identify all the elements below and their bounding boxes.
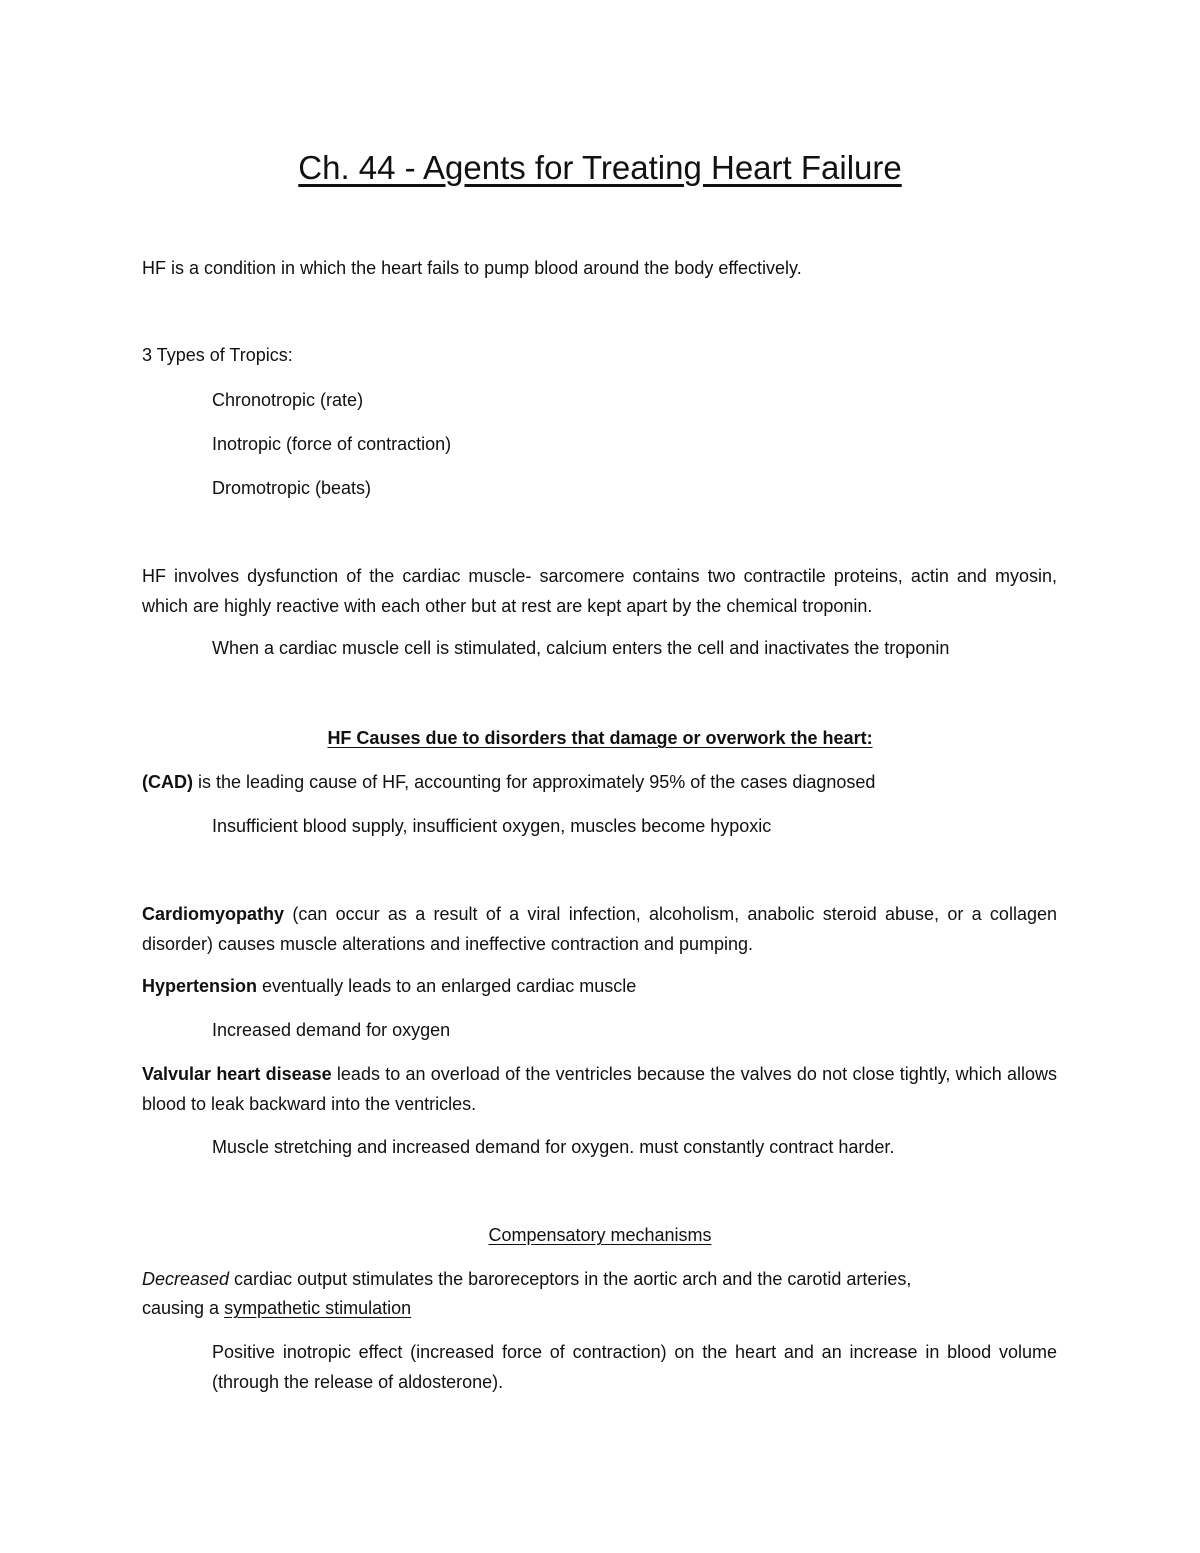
- valvular-sub: Muscle stretching and increased demand for oxygen. must constantly contract harder.: [212, 1137, 895, 1157]
- hypertension-sub: Increased demand for oxygen: [212, 1020, 451, 1040]
- tropic-item-chronotropic: Chronotropic (rate): [212, 390, 364, 410]
- cad-paragraph: [142, 767, 1057, 797]
- hypertension-paragraph: [142, 971, 1057, 1001]
- compensatory-heading: Compensatory mechanisms: [488, 1225, 712, 1245]
- intro-paragraph: HF is a condition in which the heart fails to pump blood around the body effectively.: [142, 258, 802, 278]
- cad-term: (CAD): [142, 772, 193, 792]
- hf-involves-paragraph: HF involves dysfunction of the cardiac muscle- sarcomere contains two contractile proteins, actin and myosin, which are highly reactive with each other but at rest are kept apart by the chemical troponin.: [142, 566, 1057, 616]
- cad-text: is the leading cause of HF, accounting for approximately 95% of the cases diagnosed: [193, 772, 876, 792]
- compensatory-text-1: cardiac output stimulates the baroreceptors in the aortic arch and the carotid arteries,: [229, 1269, 912, 1289]
- calcium-note: When a cardiac muscle cell is stimulated, calcium enters the cell and inactivates the troponin: [212, 638, 950, 658]
- hypertension-text: eventually leads to an enlarged cardiac muscle: [257, 976, 637, 996]
- compensatory-line-2: [142, 1293, 1057, 1323]
- valvular-paragraph: [142, 1059, 1057, 1119]
- compensatory-sub: Positive inotropic effect (increased force of contraction) on the heart and an increase in blood volume (through the release of aldosterone).: [212, 1342, 1057, 1392]
- valvular-text: leads to an overload of the ventricles because the valves do not close tightly, which allows blood to leak backward into the ventricles.: [142, 1064, 1057, 1114]
- valvular-term: Valvular heart disease: [142, 1064, 332, 1084]
- decreased-term: Decreased: [142, 1269, 230, 1289]
- cardiomyopathy-term: Cardiomyopathy: [142, 904, 285, 924]
- hypertension-term: Hypertension: [142, 976, 258, 996]
- tropics-heading: 3 Types of Tropics:: [142, 345, 293, 365]
- causes-heading: HF Causes due to disorders that damage or overwork the heart:: [327, 728, 873, 748]
- tropic-item-dromotropic: Dromotropic (beats): [212, 478, 372, 498]
- compensatory-text-2: causing a: [142, 1298, 225, 1318]
- cardiomyopathy-text: (can occur as a result of a viral infection, alcoholism, anabolic steroid abuse, or a collagen disorder) causes muscle alterations and ineffective contraction and pumping.: [142, 904, 1057, 954]
- cad-sub: Insufficient blood supply, insufficient oxygen, muscles become hypoxic: [212, 816, 772, 836]
- cardiomyopathy-paragraph: [142, 899, 1057, 959]
- sympathetic-stimulation-term: sympathetic stimulation: [224, 1298, 412, 1318]
- document-title: Ch. 44 - Agents for Treating Heart Failure: [298, 149, 902, 186]
- compensatory-line-1: [142, 1264, 1057, 1294]
- tropic-item-inotropic: Inotropic (force of contraction): [212, 434, 452, 454]
